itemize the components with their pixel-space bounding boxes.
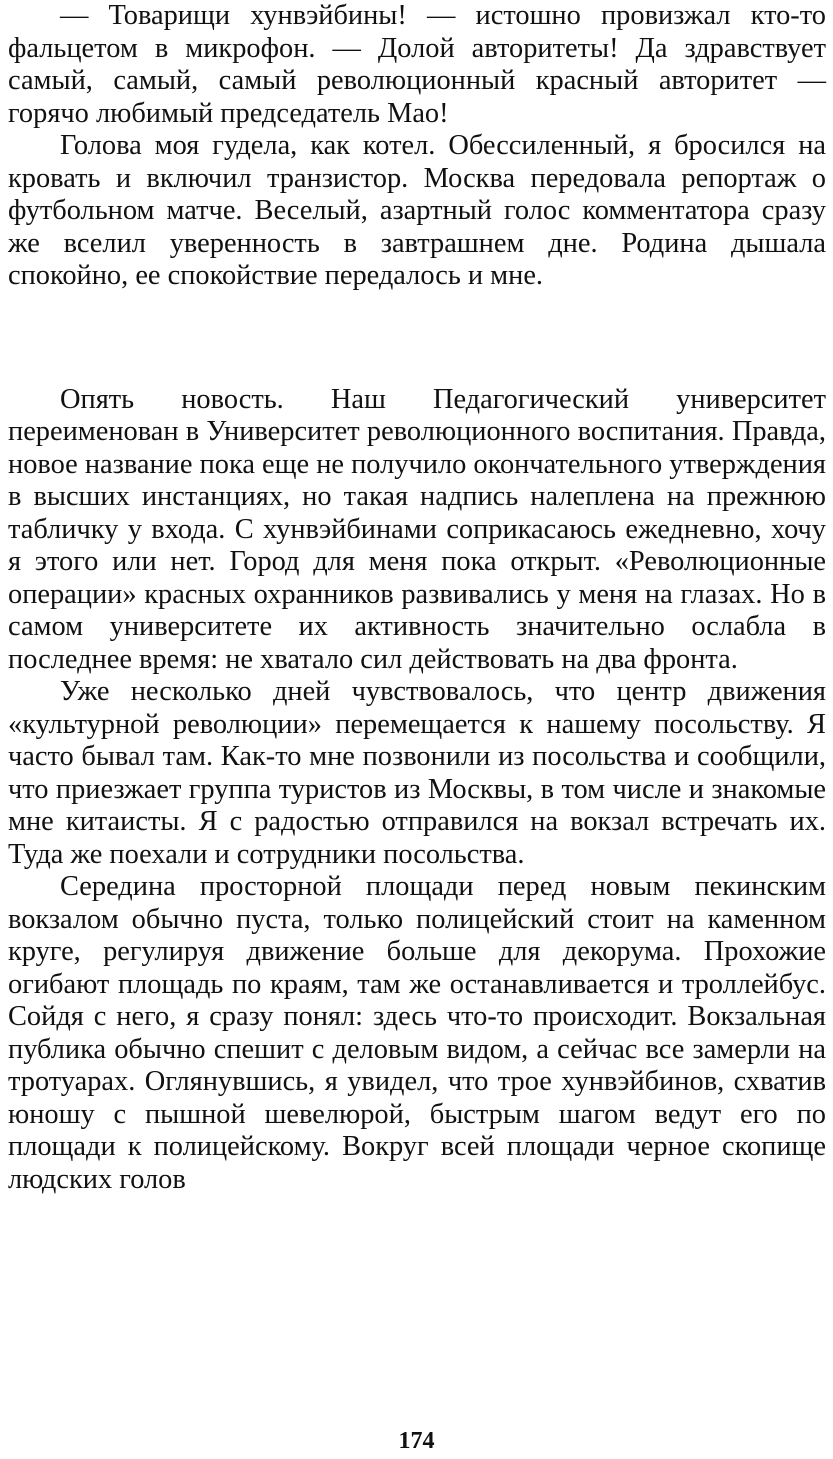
text-section-bottom (8, 384, 826, 1197)
paragraph-embassy: Уже несколько дней чувствовалось, что центр движения «культурной революции» перемещается к нашему посольству. Я часто бывал там. Как-то мне позвонили из посольства и сообщили, что приезжает группа туристов из Москвы, в том числе и знакомые мне китаисты. Я с радостью отправился на вокзал встречать их. Туда же поехали и сотрудники посольства. (8, 676, 826, 870)
paragraph-station: Середина просторной площади перед новым пекинским вокзалом обычно пуста, только полицейский стоит на каменном круге, регулируя движение больше для декорума. Прохожие огибают площадь по краям, там же останавливается и троллейбус. Сойдя с него, я сразу понял: здесь что-то происходит. Вокзальная публика обычно спешит с деловым видом, а сейчас все замерли на тротуарах. Оглянувшись, я увидел, что трое хунвэйбинов, схватив юношу с пышной шевелюрой, быстрым шагом ведут его по площади к полицейскому. Вокруг всей площади черное скопище людских голов (8, 871, 826, 1195)
section-break (8, 293, 826, 384)
page-body (8, 0, 826, 1196)
page-number: 174 (398, 1428, 435, 1454)
text-section-top (8, 0, 826, 293)
paragraph-university: Опять новость. Наш Педагогический университет переименован в Университет революционного воспитания. Правда, новое название пока еще не получило окончательного утверждения в высших инстанциях, но такая надпись налеплена на прежнюю табличку у входа. С хунвэйбинами соприкасаюсь ежедневно, хочу я этого или нет. Город для меня пока открыт. «Революционные операции» красных охранников развивались у меня на глазах. Но в самом университете их активность значительно ослабла в последнее время: не хватало сил действовать на два фронта. (8, 383, 826, 675)
paragraph-speech: — Товарищи хунвэйбины! — истошно провизжал кто-то фальцетом в микрофон. — Долой авторитеты! Да здравствует самый, самый, самый революционный красный авторитет — горячо любимый председатель Мао! (8, 0, 826, 129)
paragraph-radio: Голова моя гудела, как котел. Обессиленный, я бросился на кровать и включил транзистор. Москва передовала репортаж о футбольном матче. Веселый, азартный голос комментатора сразу же вселил уверенность в завтрашнем дне. Родина дышала спокойно, ее спокойствие передалось и мне. (8, 130, 826, 291)
